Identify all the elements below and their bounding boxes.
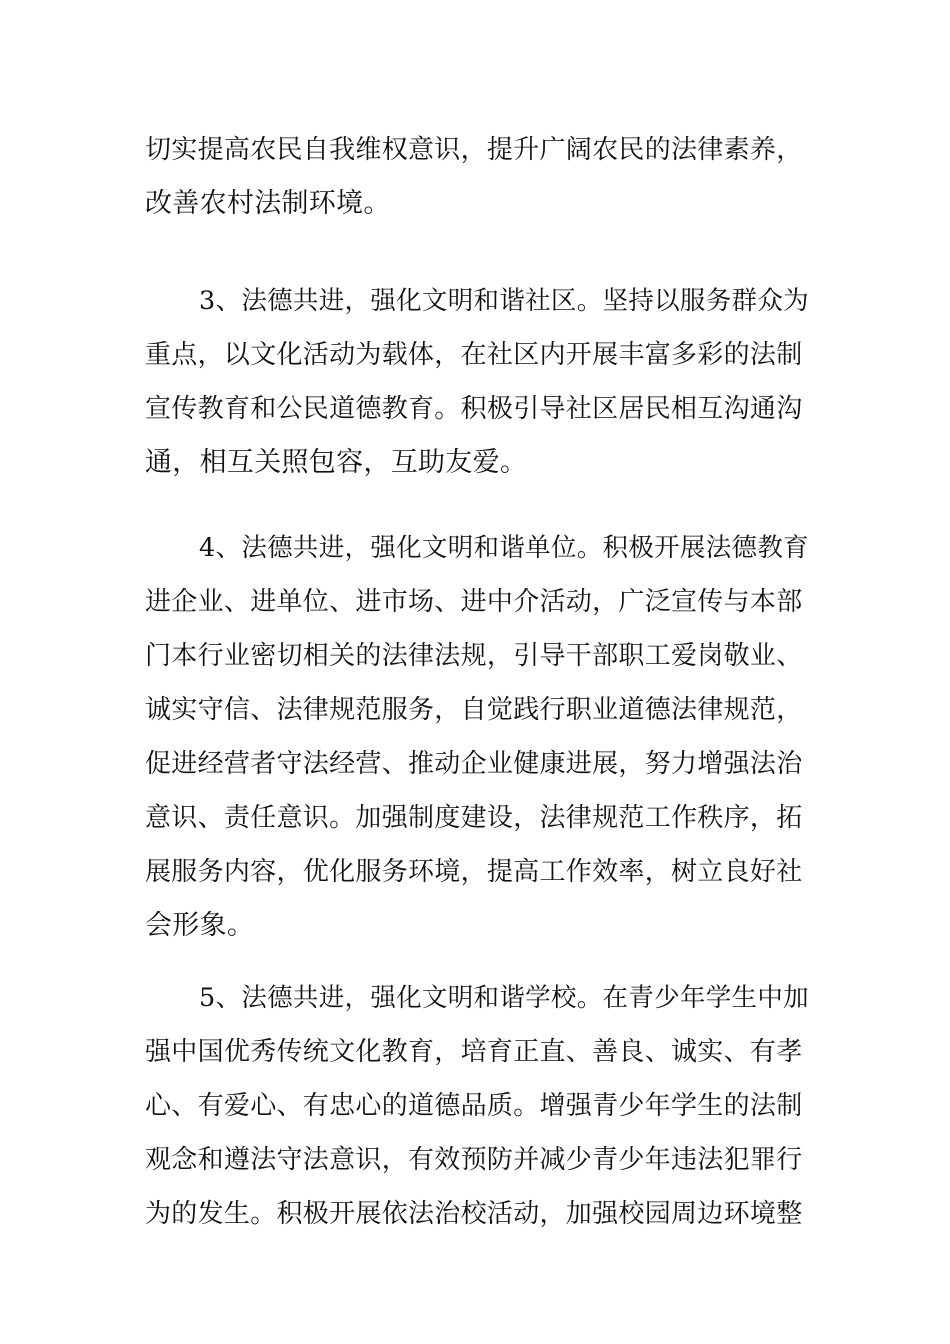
text-line: 观念和遵法守法意识，有效预防并减少青少年违法犯罪行	[145, 1145, 803, 1175]
paragraph-work-unit	[145, 521, 810, 953]
paragraph-community	[145, 274, 810, 490]
text-line: 5、法德共进，强化文明和谐学校。在青少年学生中加	[199, 983, 809, 1013]
text-line: 会形象。	[145, 910, 255, 941]
text-line: 进企业、进单位、进市场、进中介活动，广泛宣传与本部	[145, 587, 803, 617]
text-line: 重点，以文化活动为载体，在社区内开展丰富多彩的法制	[145, 340, 803, 370]
text-line: 为的发生。积极开展依法治校活动，加强校园周边环境整	[145, 1199, 803, 1229]
text-line: 心、有爱心、有忠心的道德品质。增强青少年学生的法制	[145, 1091, 803, 1121]
text-line: 通，相互关照包容，互助友爱。	[145, 447, 528, 478]
text-line: 4、法德共进，强化文明和谐单位。积极开展法德教育	[199, 533, 809, 563]
text-line: 3、法德共进，强化文明和谐社区。坚持以服务群众为	[199, 286, 809, 316]
text-line: 展服务内容，优化服务环境，提高工作效率，树立良好社	[145, 857, 803, 887]
text-line: 促进经营者守法经营、推动企业健康进展，努力增强法治	[145, 749, 803, 779]
text-line: 诚实守信、法律规范服务，自觉践行职业道德法律规范，	[145, 695, 803, 725]
text-line: 门本行业密切相关的法律法规，引导干部职工爱岗敬业、	[145, 641, 803, 671]
paragraph-school	[145, 971, 810, 1241]
paragraph-rural-legal-environment	[145, 123, 810, 231]
text-line: 切实提高农民自我维权意识，提升广阔农民的法律素养，	[145, 135, 803, 165]
text-line: 宣传教育和公民道德教育。积极引导社区居民相互沟通沟	[145, 394, 803, 424]
text-line: 强中国优秀传统文化教育，培育正直、善良、诚实、有孝	[145, 1037, 803, 1067]
text-line: 改善农村法制环境。	[145, 188, 391, 219]
text-line: 意识、责任意识。加强制度建设，法律规范工作秩序，拓	[145, 803, 803, 833]
